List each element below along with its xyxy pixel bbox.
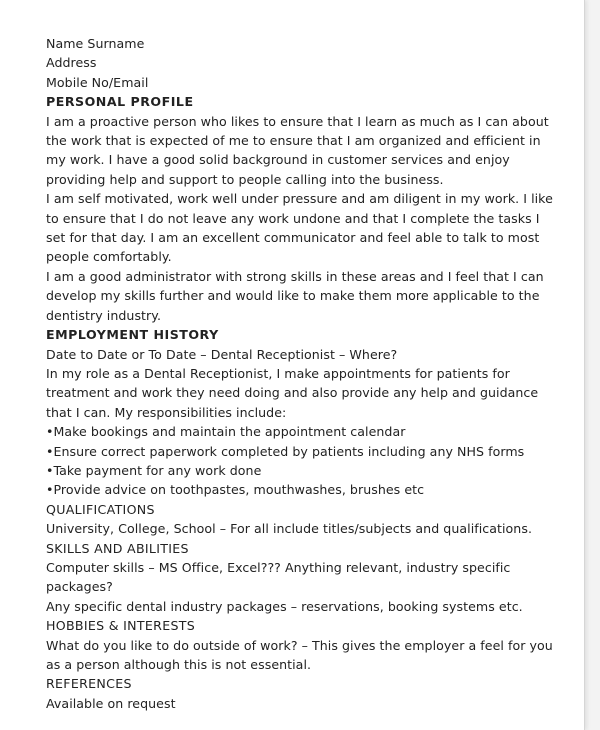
contact-mobile-email: Mobile No/Email [46,74,149,90]
personal-profile-heading: PERSONAL PROFILE [46,94,194,110]
hobbies-heading: HOBBIES & INTERESTS [46,618,196,634]
resume-content [46,34,566,713]
personal-profile-line: my work. I have a good solid background in customer services and enjoy [46,152,510,168]
employment-history-line: that I can. My responsibilities include: [46,404,287,420]
skills-line: Computer skills – MS Office, Excel??? Anything relevant, industry specific [46,559,511,575]
responsibility-bullet: •Make bookings and maintain the appointment calendar [46,424,406,440]
employment-history-line: treatment and work they need doing and also provide any help and guidance [46,385,539,401]
skills-line: packages? [46,579,113,595]
hobbies-line: What do you like to do outside of work? – This gives the employer a feel for you [46,637,553,653]
personal-profile-line: develop my skills further and would like to make them more applicable to the [46,288,540,304]
skills-line: Any specific dental industry packages – reservations, booking systems etc. [46,598,523,614]
personal-profile-line: I am self motivated, work well under pressure and am diligent in my work. I like [46,191,553,207]
skills-heading: SKILLS AND ABILITIES [46,540,189,556]
personal-profile-line: people comfortably. [46,249,172,265]
personal-profile-line: to ensure that I do not leave any work undone and that I complete the tasks I [46,210,540,226]
qualifications-heading: QUALIFICATIONS [46,501,155,517]
references-line: Available on request [46,695,176,711]
personal-profile-line: dentistry industry. [46,307,162,323]
employment-history-heading: EMPLOYMENT HISTORY [46,327,219,343]
references-heading: REFERENCES [46,676,132,692]
responsibility-bullet: •Provide advice on toothpastes, mouthwashes, brushes etc [46,482,425,498]
personal-profile-line: set for that day. I am an excellent communicator and feel able to talk to most [46,230,540,246]
responsibility-bullet: •Ensure correct paperwork completed by patients including any NHS forms [46,443,525,459]
personal-profile-line: I am a good administrator with strong skills in these areas and I feel that I can [46,268,544,284]
employment-history-line: Date to Date or To Date – Dental Receptionist – Where? [46,346,398,362]
personal-profile-line: I am a proactive person who likes to ensure that I learn as much as I can about [46,113,549,129]
employment-history-line: In my role as a Dental Receptionist, I make appointments for patients for [46,365,510,381]
responsibility-bullet: •Take payment for any work done [46,462,262,478]
qualifications-line: University, College, School – For all include titles/subjects and qualifications. [46,521,533,537]
hobbies-line: as a person although this is not essential. [46,657,312,672]
personal-profile-line: providing help and support to people calling into the business. [46,171,444,187]
personal-profile-line: the work that is expected of me to ensure that I am organized and efficient in [46,133,541,149]
contact-address: Address [46,55,97,71]
contact-name: Name Surname [46,36,145,51]
